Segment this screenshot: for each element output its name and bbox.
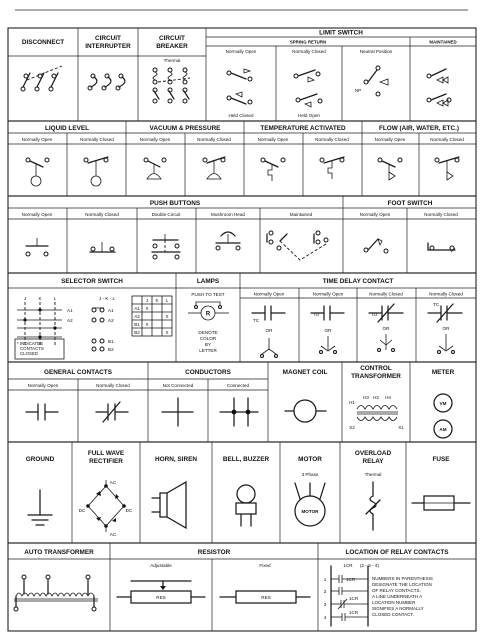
fwr-ac-1: AC	[109, 480, 117, 485]
foot-nc-symbol	[428, 243, 455, 252]
sel-b1: B1	[108, 339, 114, 344]
tbl-r4-c0: B2	[134, 330, 140, 335]
relay-contacts-title: LOCATION OF RELAY CONTACTS	[345, 549, 449, 556]
disconnect-label: DISCONNECT	[21, 39, 65, 46]
circuit-breaker-symbol	[153, 68, 190, 103]
ct-x2: X2	[349, 425, 355, 430]
spring-return-label: SPRING RETURN	[289, 39, 327, 45]
horn-siren-symbol	[152, 482, 186, 528]
circuit-interrupter-label: CIRCUIT INTERRUPTER	[85, 35, 131, 50]
resistor-fixed-symbol	[220, 591, 310, 603]
pb-nc-symbol	[90, 242, 115, 252]
control-transformer-title: CONTROL TRANSFORMER	[351, 365, 401, 380]
res-label-2: RES	[261, 595, 271, 600]
gc-no-symbol	[26, 404, 58, 420]
selector-note: * INDICATES CONTACTS CLOSED	[17, 341, 44, 356]
pb-no-label: Normally Open	[21, 212, 53, 217]
liquid-level-title: LIQUID LEVEL	[44, 125, 90, 132]
circuit-breaker-sub: Thermal	[163, 58, 181, 63]
motor-label: MOTOR	[301, 509, 319, 514]
row-3	[8, 196, 476, 273]
circuit-interrupter-symbol	[88, 74, 125, 90]
meter-title: METER	[431, 369, 455, 376]
sel-a1: A1	[67, 308, 73, 313]
fwr-dc-2: DC	[125, 508, 133, 513]
lamps-sub: PUSH TO TEST	[191, 292, 225, 297]
maintained-label: MAINTAINED	[429, 39, 457, 45]
tbl-h-l: L	[165, 298, 169, 303]
bell-buzzer-symbol	[236, 485, 256, 526]
push-buttons-title: PUSH BUTTONS	[149, 200, 201, 207]
flow-no-label: Normally Open	[374, 137, 406, 142]
flow-no-symbol	[378, 158, 402, 180]
row-4	[8, 273, 476, 362]
sel-a2-r: A2	[108, 318, 114, 323]
sel-b2: B2	[108, 347, 114, 352]
vacuum-nc-label: Normally Closed	[197, 137, 231, 142]
rc-coil-3: 1CR	[349, 596, 359, 601]
rc-rung-3: 3	[323, 602, 327, 607]
motor-symbol	[295, 483, 325, 526]
temp-no-label: Normally Open	[257, 137, 289, 142]
tbl-r2-c3: X	[165, 314, 169, 319]
temperature-title: TEMPERATURE ACTIVATED	[260, 125, 346, 132]
circuit-breaker-label: CIRCUIT BREAKER	[156, 35, 188, 50]
td-to-1: TO	[312, 312, 320, 317]
limit-switch-title: LIMIT SWITCH	[319, 29, 363, 37]
relay-contacts-note: NUMBERS IN PARENTHESIS DESIGNATE THE LOCATION OF RELAY CONTACTS. A LINE UNDERNEATH A LOCATION NUMBER SIGNIFIES A NORMALLY CLOSED CONTACT.	[372, 576, 433, 617]
control-transformer-symbol	[349, 395, 404, 430]
disconnect-symbol	[21, 66, 62, 91]
temp-nc-symbol	[320, 157, 344, 179]
motor-title: MOTOR	[298, 456, 322, 463]
row-7	[8, 543, 476, 631]
fuse-symbol	[412, 496, 470, 510]
relay-contacts-diagram	[324, 563, 434, 626]
td-to-2: TO	[370, 312, 378, 317]
tbl-r3-c0: B1	[134, 322, 140, 327]
selector-switch-title: SELECTOR SWITCH	[61, 278, 123, 285]
vacuum-no-symbol	[144, 158, 166, 179]
ct-x1: X1	[398, 425, 404, 430]
td-or-1: OR	[265, 328, 273, 333]
lamp-note: DENOTE COLOR BY LETTER	[198, 330, 218, 353]
pb-double-symbol	[152, 234, 180, 259]
np-label: NP	[354, 88, 362, 93]
row-5	[8, 362, 476, 442]
meter-vm: VM	[439, 401, 447, 406]
td-nc-2-symbol	[428, 302, 462, 354]
gc-nc-symbol	[96, 402, 128, 422]
pb-nc-label: Normally Closed	[85, 212, 119, 217]
td-nc-2-label: Normally Closed	[429, 291, 463, 297]
limit-switch-no-symbol	[227, 69, 252, 104]
tbl-r2-c0: A2	[134, 314, 140, 319]
sel-j: J	[23, 296, 27, 301]
sel-l: L	[53, 296, 57, 301]
resistor-title: RESISTOR	[197, 549, 231, 556]
vacuum-pressure-title: VACUUM & PRESSURE	[149, 125, 221, 132]
liquid-nc-label: Normally Closed	[80, 137, 114, 142]
liquid-level-nc-symbol	[84, 157, 108, 186]
limit-normally-closed: Normally Closed	[292, 49, 326, 54]
td-tc-2: TC	[432, 302, 440, 307]
cond-nc-label: Not Connected	[162, 383, 194, 388]
full-wave-rectifier-symbol	[79, 480, 133, 537]
liquid-level-no-symbol	[26, 158, 49, 186]
tbl-r1-c0: A1	[134, 306, 140, 311]
selector-switch-contacts	[92, 296, 115, 352]
lamp-r: R	[205, 311, 211, 318]
pb-maintained-label: Maintained	[289, 212, 313, 217]
limit-normally-open: Normally Open	[225, 49, 257, 54]
td-or-3: OR	[382, 326, 390, 331]
rc-rung-2: 2	[323, 589, 327, 594]
auto-transformer-symbol	[14, 575, 98, 611]
temp-no-symbol	[261, 158, 285, 181]
limit-neutral-position: Neutral Position	[359, 49, 393, 54]
td-no-1-symbol	[252, 306, 285, 358]
row-6	[8, 442, 476, 543]
magnet-coil-symbol	[285, 400, 326, 422]
sel-a1-r: A1	[108, 308, 114, 313]
time-delay-title: TIME DELAY CONTACT	[322, 278, 394, 285]
ct-h4: H4	[385, 395, 391, 400]
cond-c-label: Connected	[226, 383, 250, 388]
fwr-ac-2: AC	[109, 532, 117, 537]
pb-double-label: Double Circuit	[151, 212, 181, 217]
tbl-r1-c1: X	[145, 306, 149, 311]
gc-nc-label: Normally Closed	[96, 383, 130, 388]
temp-nc-label: Normally Closed	[315, 137, 349, 142]
tbl-h-k: K	[155, 298, 159, 303]
overload-relay-title: OVERLOAD RELAY	[354, 450, 392, 465]
flow-nc-label: Normally Closed	[430, 137, 464, 142]
meter-am: AM	[439, 427, 447, 432]
td-no-2-label: Normally Open	[312, 291, 344, 297]
limit-held-open: Held Open	[298, 113, 320, 118]
rc-coil-top: 1CR	[343, 563, 353, 568]
auto-transformer-title: AUTO TRANSFORMER	[24, 549, 94, 556]
pb-mushroom-symbol	[216, 232, 240, 250]
ct-h3: H3	[363, 395, 369, 400]
general-contacts-title: GENERAL CONTACTS	[44, 369, 112, 376]
ground-symbol	[28, 490, 52, 525]
foot-switch-title: FOOT SWITCH	[387, 200, 433, 207]
bell-buzzer-title: BELL, BUZZER	[222, 456, 270, 463]
limit-switch-neutral-symbol	[355, 66, 388, 96]
sel-k: K	[38, 296, 42, 301]
fuse-title: FUSE	[432, 456, 450, 463]
resistor-adjustable-symbol	[117, 581, 205, 603]
ct-h1: H1	[349, 400, 355, 405]
td-no-2-symbol	[311, 306, 344, 354]
fwr-dc-1: DC	[78, 508, 86, 513]
pb-maintained-symbol	[267, 231, 328, 260]
liquid-no-label: Normally Open	[21, 137, 53, 142]
limit-switch-maintained-symbol	[427, 69, 451, 106]
horn-siren-title: HORN, SIREN	[155, 456, 197, 463]
overload-relay-symbol	[366, 482, 380, 530]
res-fixed-label: Fixed	[259, 563, 271, 568]
foot-nc-label: Normally Closed	[424, 212, 458, 217]
full-wave-rectifier-title: FULL WAVE RECTIFIER	[87, 450, 125, 465]
magnet-coil-title: MAGNET COIL	[282, 369, 328, 376]
tbl-h-j: J	[145, 298, 149, 303]
res-label-1: RES	[156, 595, 166, 600]
rc-coil-1: 1CR	[346, 577, 356, 582]
flow-nc-symbol	[435, 157, 459, 180]
sel-a2: A2	[67, 318, 73, 323]
td-no-1-label: Normally Open	[253, 291, 285, 297]
pb-mushroom-label: Mushroom Head	[211, 212, 245, 217]
rc-rung-1: 1	[323, 577, 327, 582]
tbl-r4-c3: X	[165, 330, 169, 335]
selector-switch-grid	[15, 296, 73, 359]
conductors-title: CONDUCTORS	[185, 369, 231, 376]
row-1	[8, 28, 476, 121]
vacuum-nc-symbol	[203, 157, 225, 179]
selector-table	[132, 296, 172, 336]
sel-jkl-inline: J - K - L	[98, 296, 116, 301]
flow-title: FLOW (AIR, WATER, ETC.)	[378, 125, 460, 132]
lamp-symbol	[188, 302, 229, 353]
conductor-not-connected-symbol	[162, 398, 193, 426]
ct-h2: H2	[373, 395, 379, 400]
tbl-r3-c1: X	[145, 322, 149, 327]
gc-no-label: Normally Open	[27, 383, 59, 388]
td-or-4: OR	[442, 326, 450, 331]
td-nc-1-label: Normally Closed	[369, 291, 403, 297]
rc-rung-4: 4	[323, 615, 327, 620]
conductor-connected-symbol	[220, 398, 258, 426]
lamps-title: LAMPS	[196, 278, 220, 285]
rc-coil-4: 1CR	[349, 610, 359, 615]
motor-sub: 3 Phase	[301, 472, 319, 477]
limit-switch-nc-symbol	[294, 70, 322, 107]
meter-symbols	[434, 394, 452, 438]
overload-sub: Thermal	[364, 472, 382, 477]
res-adjustable-label: Adjustable	[150, 563, 172, 568]
foot-no-symbol	[364, 239, 388, 253]
foot-no-label: Normally Open	[359, 212, 391, 217]
vacuum-no-label: Normally Open	[139, 137, 171, 142]
pb-no-symbol	[26, 238, 48, 256]
td-or-2: OR	[324, 328, 332, 333]
td-tc-1: TC	[252, 318, 260, 323]
limit-held-closed: Held Closed	[228, 113, 254, 118]
td-nc-1-symbol	[369, 304, 403, 352]
row-2	[8, 121, 476, 196]
ground-title: GROUND	[25, 456, 55, 463]
rc-top-loc: (2 - 3 - 4)	[360, 563, 379, 568]
